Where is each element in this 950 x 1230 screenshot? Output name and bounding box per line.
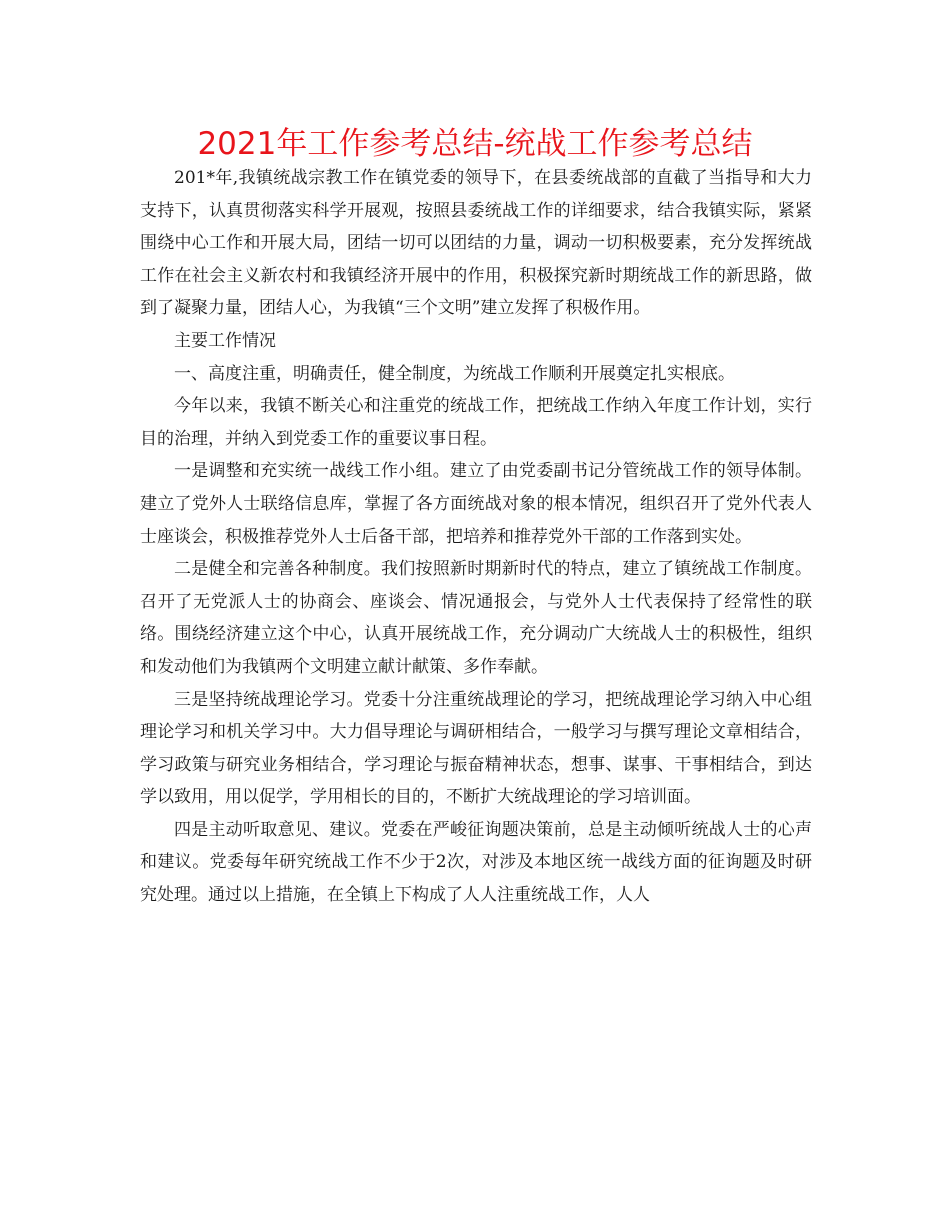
paragraph: 四是主动听取意见、建议。党委在严峻征询题决策前，总是主动倾听统战人士的心声和建议。党委每年研究统战工作不少于2次，对涉及本地区统一战线方面的征询题及时研究处理。通过以上措施，在全镇上下构成了人人注重统战工作，人人 xyxy=(140,819,812,906)
paragraph: 今年以来，我镇不断关心和注重党的统战工作，把统战工作纳入年度工作计划，实行目的治理，并纳入到党委工作的重要议事日程。 xyxy=(140,396,812,449)
section-heading-main-work: 主要工作情况 xyxy=(174,330,276,351)
document-body xyxy=(140,162,812,912)
paragraph: 三是坚持统战理论学习。党委十分注重统战理论的学习，把统战理论学习纳入中心组理论学习和机关学习中。大力倡导理论与调研相结合，一般学习与撰写理论文章相结合，学习政策与研究业务相结合，学习理论与振奋精神状态，想事、谋事、干事相结合，到达学以致用，用以促学，学用相长的目的，不断扩大统战理论的学习培训面。 xyxy=(140,689,812,808)
paragraph-intro: 201*年,我镇统战宗教工作在镇党委的领导下，在县委统战部的直截了当指导和大力支持下，认真贯彻落实科学开展观，按照县委统战工作的详细要求，结合我镇实际，紧紧围绕中心工作和开展大局，团结一切可以团结的力量，调动一切积极要素，充分发挥统战工作在社会主义新农村和我镇经济开展中的作用，积极探究新时期统战工作的新思路，做到了凝聚力量，团结人心，为我镇“三个文明”建立发挥了积极作用。 xyxy=(140,168,812,319)
document-title: 2021年工作参考总结-统战工作参考总结 xyxy=(197,126,753,162)
paragraph: 二是健全和完善各种制度。我们按照新时期新时代的特点，建立了镇统战工作制度。召开了无党派人士的协商会、座谈会、情况通报会，与党外人士代表保持了经常性的联络。围绕经济建立这个中心，认真开展统战工作，充分调动广大统战人士的积极性，组织和发动他们为我镇两个文明建立献计献策、多作奉献。 xyxy=(140,559,812,677)
paragraph: 一是调整和充实统一战线工作小组。建立了由党委副书记分管统战工作的领导体制。建立了党外人士联络信息库，掌握了各方面统战对象的根本情况，组织召开了党外代表人士座谈会，积极推荐党外人士后备干部，把培养和推荐党外干部的工作落到实处。 xyxy=(140,461,812,547)
paragraph-point-one-heading: 一、高度注重，明确责任，健全制度，为统战工作顺利开展奠定扎实根底。 xyxy=(174,363,735,384)
